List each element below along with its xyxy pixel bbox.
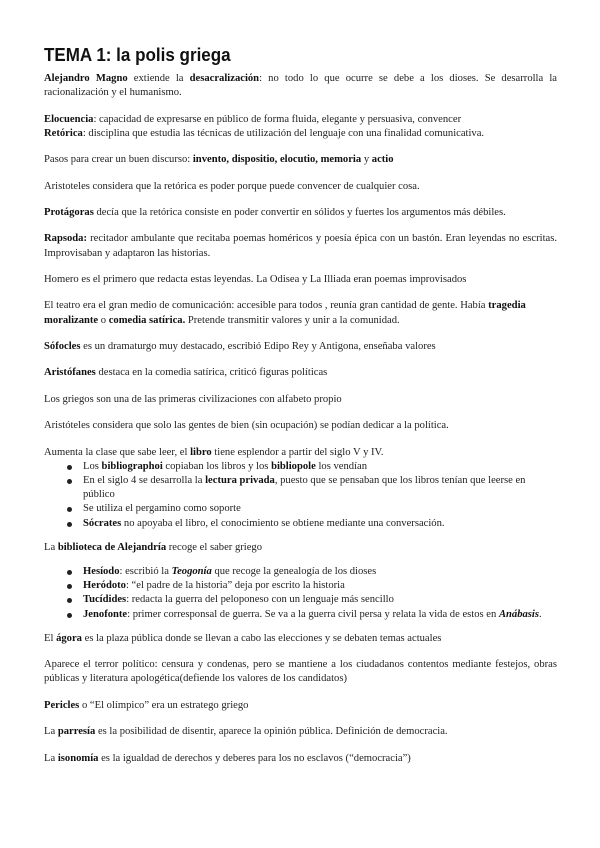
paragraph-teatro: El teatro era el gran medio de comunicación: accesible para todos , reunía gran cantidad de gente. Había tragedia moralizante o comedia satírica. Pretende transmitir valores y unir a la comunidad. bbox=[44, 300, 526, 326]
term-elocuencia: Elocuencia bbox=[44, 113, 94, 125]
term-retorica: Retórica bbox=[44, 127, 83, 139]
list-item: Se utiliza el pergamino como soporte bbox=[81, 502, 557, 516]
paragraph-pericles: Pericles o “El olímpico” era un estratego griego bbox=[44, 699, 249, 711]
term-rapsoda: Rapsoda: bbox=[44, 233, 87, 245]
paragraph-rapsoda: Rapsoda: recitador ambulante que recitaba poemas homéricos y poesía épica con un bastón. Eran leyendas no escritas. Improvisaban y adaptaron las historias. bbox=[44, 233, 557, 259]
paragraph-libro: Aumenta la clase que sabe leer, el libro tiene esplendor a partir del siglo V y IV. bbox=[44, 446, 384, 458]
document-page bbox=[44, 44, 557, 778]
term-agora: ágora bbox=[56, 632, 82, 644]
paragraph-homero: Homero es el primero que redacta estas leyendas. La Odisea y La Illiada eran poemas improvisados bbox=[44, 273, 467, 285]
paragraph-alfabeto: Los griegos son una de las primeras civilizaciones con alfabeto propio bbox=[44, 393, 342, 405]
paragraph-terror-politico: Aparece el terror político: censura y condenas, pero se mantiene a los ciudadanos contentos mediante festejos, obras públicas y literatura apologética(defiende los valores de los candidatos) bbox=[44, 659, 557, 685]
term-sofocles: Sófocles bbox=[44, 340, 81, 352]
list-item: En el siglo 4 se desarrolla la lectura privada, puesto que se pensaban que los libros tenían que leerse en público bbox=[81, 474, 557, 502]
term-biblioteca: biblioteca de Alejandría bbox=[57, 541, 167, 553]
term-actio: actio bbox=[371, 154, 394, 166]
term-libro: libro bbox=[190, 446, 212, 458]
paragraph-parresia: La parresía es la posibilidad de disentir, aparece la opinión pública. Definición de democracia. bbox=[44, 726, 448, 738]
paragraph-protagoras: Protágoras decía que la retórica consiste en poder convertir en sólidos y fuertes los argumentos más débiles. bbox=[44, 206, 506, 218]
list-historiadores bbox=[44, 565, 557, 622]
paragraph-aristoteles-retorica: Aristoteles considera que la retórica es poder porque puede convencer de cualquier cosa. bbox=[44, 180, 420, 192]
paragraph-sofocles: Sófocles es un dramaturgo muy destacado, escribió Edipo Rey y Antigona, enseñaba valores bbox=[44, 340, 436, 352]
paragraph-isonomia: La isonomía es la igualdad de derechos y deberes para los no esclavos (“democracia”) bbox=[44, 752, 411, 764]
term-parresia: parresía bbox=[57, 726, 96, 738]
term-desacralizacion: desacralización bbox=[189, 73, 260, 84]
list-item: Sócrates no apoyaba el libro, el conocimiento se obtiene mediante una conversación. bbox=[81, 517, 557, 531]
term-pericles: Pericles bbox=[44, 699, 80, 711]
list-item: Jenofonte: primer corresponsal de guerra. Se va a la guerra civil persa y relata la vida de estos en Anábasis. bbox=[81, 608, 557, 622]
paragraph-aristoteles-politica: Aristóteles considera que solo las gentes de bien (sin ocupación) se podían dedicar a la política. bbox=[44, 420, 449, 432]
term-comedia: comedia satírica. bbox=[108, 314, 186, 326]
paragraph-agora: El ágora es la plaza pública donde se llevan a cabo las elecciones y se debaten temas actuales bbox=[44, 632, 442, 644]
list-item: Hesíodo: escribió la Teogonía que recoge la genealogía de los dioses bbox=[81, 565, 557, 579]
paragraph-pasos-discurso: Pasos para crear un buen discurso: invento, dispositio, elocutio, memoria y actio bbox=[44, 154, 394, 166]
paragraph-retorica: Retórica: disciplina que estudia las técnicas de utilización del lenguaje con una finalidad comunicativa. bbox=[44, 127, 485, 139]
term-tragedia: tragedia moralizante bbox=[44, 300, 526, 326]
page-title: TEMA 1: la polis griega bbox=[44, 44, 231, 65]
paragraph-desacralizacion: Alejandro Magno extiende la desacralización: no todo lo que ocurre se debe a los dioses. Se desarrolla la racionalización y el humanismo. bbox=[44, 73, 557, 99]
list-item: Heródoto: “el padre de la historia” deja por escrito la historia bbox=[81, 579, 557, 593]
list-item: Tucídides: redacta la guerra del peloponeso con un lenguaje más sencillo bbox=[81, 593, 557, 607]
list-libros bbox=[44, 460, 557, 531]
term-pasos: invento, dispositio, elocutio, memoria bbox=[192, 154, 362, 166]
term-protagoras: Protágoras bbox=[44, 206, 94, 218]
term-aristofanes: Aristófanes bbox=[44, 367, 96, 379]
paragraph-aristofanes: Aristófanes destaca en la comedia satírica, criticó figuras políticas bbox=[44, 367, 328, 379]
term-alejandro-magno: Alejandro Magno bbox=[44, 73, 128, 84]
term-isonomia: isonomía bbox=[57, 752, 99, 764]
list-item: Los bibliographoi copiaban los libros y los bibliopole los vendían bbox=[81, 460, 557, 474]
paragraph-biblioteca: La biblioteca de Alejandría recoge el saber griego bbox=[44, 541, 263, 553]
paragraph-elocuencia: Elocuencia: capacidad de expresarse en público de forma fluida, elegante y persuasiva, convencer bbox=[44, 113, 462, 125]
